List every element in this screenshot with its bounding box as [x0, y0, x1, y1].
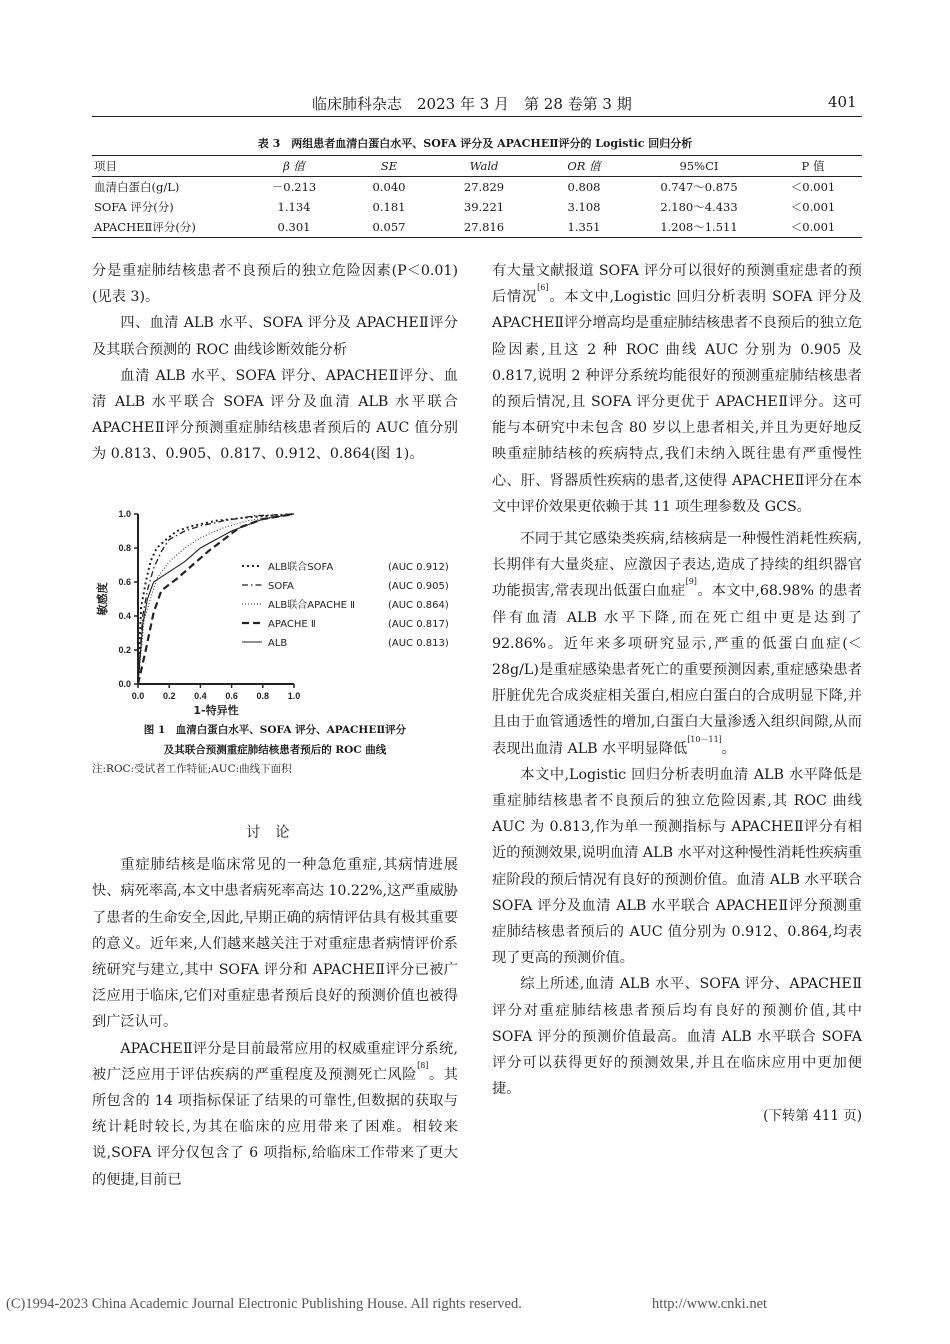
y-tick-label: 0.6 [118, 577, 131, 587]
table-cell: 0.040 [372, 180, 406, 194]
x-tick-label: 0.2 [162, 691, 176, 701]
legend-label: ALB [268, 638, 288, 649]
right-column [492, 258, 862, 1129]
table-cell: 1.351 [567, 220, 601, 234]
legend-auc: (AUC 0.813) [388, 638, 449, 649]
y-tick-label: 0.4 [118, 611, 131, 621]
journal-issue: 临床肺科杂志 2023 年 3 月 第 28 卷第 3 期 [312, 95, 632, 113]
table-header-cell: SE [380, 159, 398, 173]
legend-auc: (AUC 0.912) [388, 562, 449, 573]
table-header-cell: 项目 [94, 159, 117, 173]
table-cell: 0.747～0.875 [660, 180, 738, 194]
text-run: 。其所包含的 14 项指标保证了结果的可靠性,但数据的获取与统计耗时较长,为其在临床的应用带来了困难。相较来说,SOFA 评分仅包含了 6 项指标,给临床工作带来了更大的便捷,目前已 [92, 1066, 458, 1188]
figure-caption-line: 图 1 血清白蛋白水平、SOFA 评分、APACHEⅡ评分 [143, 724, 407, 736]
table-caption: 表 3 两组患者血清白蛋白水平、SOFA 评分及 APACHEⅡ评分的 Logistic 回归分析 [257, 137, 693, 150]
citation[interactable]: [9] [685, 577, 697, 587]
chart-series [138, 514, 294, 684]
text-run: 。本文中,Logistic 回归分析表明 SOFA 评分及 APACHEⅡ评分增高均是重症肺结核患者不良预后的独立危险因素,且这 2 种 ROC 曲线 AUC 分别为 0.905 及 0.817,说明 2 种评分系统均能很好的预测重症肺结核患者的预后情况,且 SOFA 评分更优于 APACHEⅡ评分。这可能与本研究中未包含 80 岁以上患者相关,并且为更好地反映重症肺结核的疾病特点,我们未纳入既往患有严重慢性心、肝、肾器质性疾病的患者,这使得 APACHEⅡ评分在本文中评价效果更依赖于其 11 项生理参数及 GCS。 [492, 289, 862, 515]
table-cell: 2.180～4.433 [660, 200, 738, 214]
text-run: 有大量文献报道 SOFA 评分可以很好的预测重症患者的预后情况 [492, 263, 862, 306]
table-row [92, 217, 862, 238]
table-cell: 0.181 [372, 200, 406, 214]
table-cell: 0.057 [372, 220, 406, 234]
y-tick-label: 0.2 [118, 645, 131, 655]
regression-table [92, 155, 862, 238]
x-tick-label: 0.8 [256, 691, 270, 701]
x-axis-label: 1-特异性 [193, 704, 239, 716]
paragraph: 重症肺结核是临床常见的一种急危重症,其病情进展快、病死率高,本文中患者病死率高达 10.22%,这严重威胁了患者的生命安全,因此,早期正确的病情评估具有极其重要的意义。近年来,人们越来越关注于对重症患者病情评价系统研究与建立,其中 SOFA 评分和 APACHEⅡ评分已被广泛应用于临床,它们对重症患者预后良好的预测价值也被得到广泛认可。 [92, 857, 458, 1031]
text-run: 。 [721, 740, 736, 757]
paragraph: 血清 ALB 水平、SOFA 评分、APACHEⅡ评分、血清 ALB 水平联合 SOFA 评分及血清 ALB 水平联合 APACHEⅡ评分预测重症肺结核患者预后的 AUC 值分别为 0.813、0.905、0.817、0.912、0.864(图 1)。 [92, 367, 458, 463]
text-run: 。本文中,68.98% 的患者伴有血清 ALB 水平下降,而在死亡组中更是达到了 92.86%。近年来多项研究显示,严重的低蛋白血症(＜28g/L)是重症感染患者死亡的重要预测因素,重症感染患者肝脏优先合成炎症相关蛋白,相应白蛋白的合成明显下降,并且由于血管通透性的增加,白蛋白大量渗透入组织间隙,从而表现出血清 ALB 水平明显降低 [492, 583, 862, 757]
table-cell: ＜0.001 [790, 200, 836, 214]
legend-label: ALB联合APACHE Ⅱ [268, 600, 356, 611]
x-tick-label: 1.0 [287, 691, 301, 701]
section-title: 讨论 [246, 825, 304, 841]
text-run: APACHEⅡ评分是目前最常应用的权威重症评分系统,被广泛应用于评估疾病的严重程度及预测死亡风险 [92, 1040, 458, 1083]
x-tick-label: 0.0 [131, 691, 145, 701]
table-header-cell: Wald [469, 159, 499, 173]
roc-curve-line [138, 514, 294, 684]
table-cell: 0.808 [567, 180, 601, 194]
figure-note: 注:ROC:受试者工作特征;AUC:曲线下面积 [92, 763, 292, 775]
x-tick-label: 0.4 [194, 691, 207, 701]
table-cell: 血清白蛋白(g/L) [94, 180, 180, 194]
legend-auc: (AUC 0.817) [388, 619, 449, 630]
table-header-cell: P 值 [801, 159, 825, 173]
header-rule [92, 116, 862, 117]
legend-auc: (AUC 0.905) [388, 581, 449, 592]
y-tick-label: 0.8 [118, 543, 131, 553]
table-header-cell: OR 值 [567, 159, 601, 173]
table-cell: －0.213 [271, 180, 317, 194]
y-tick-label: 0.0 [118, 679, 131, 689]
table-cell: 27.829 [463, 180, 505, 194]
y-tick-label: 1.0 [118, 509, 131, 519]
table-header-cell: 95%CI [679, 159, 719, 173]
figure-caption [92, 720, 458, 778]
chart-axes [95, 509, 300, 716]
left-column-discussion [92, 820, 458, 1193]
figure-caption-line: 及其联合预测重症肺结核患者预后的 ROC 曲线 [163, 744, 387, 756]
table-cell: SOFA 评分(分) [94, 200, 174, 214]
continued-note: (下转第 411 页) [763, 1107, 862, 1124]
table-row [92, 177, 862, 198]
paragraph [492, 526, 862, 762]
legend-label: SOFA [268, 581, 294, 592]
table-cell: 0.301 [277, 220, 311, 234]
citation[interactable]: [6] [537, 283, 549, 293]
cnki-link[interactable]: http://www.cnki.net [652, 1296, 768, 1312]
table-cell: 39.221 [463, 200, 505, 214]
legend-auc: (AUC 0.864) [388, 600, 449, 611]
paragraph [92, 1036, 458, 1193]
paragraph: 综上所述,血清 ALB 水平、SOFA 评分、APACHEⅡ评分对重症肺结核患者预后均有良好的预测价值,其中 SOFA 评分的预测价值最高。血清 ALB 水平联合 SOFA 评分可以获得更好的预测效果,并且在临床应用中更加便捷。 [492, 976, 862, 1098]
paragraph: 分是重症肺结核患者不良预后的独立危险因素(P＜0.01)(见表 3)。 [92, 263, 458, 306]
y-axis-label: 敏感度 [96, 582, 109, 616]
page-number: 401 [828, 93, 857, 111]
table-cell: 27.816 [463, 220, 505, 234]
copyright-notice: (C)1994-2023 China Academic Journal Electronic Publishing House. All rights reserved. [6, 1296, 522, 1312]
section-heading-4: 四、血清 ALB 水平、SOFA 评分及 APACHEⅡ评分及其联合预测的 ROC 曲线诊断效能分析 [92, 315, 458, 358]
citation[interactable]: [10－11] [687, 734, 722, 744]
paragraph [492, 258, 862, 520]
citation[interactable]: [8] [417, 1060, 429, 1070]
paragraph: 本文中,Logistic 回归分析表明血清 ALB 水平降低是重症肺结核患者不良预后的独立危险因素,其 ROC 曲线 AUC 为 0.813,作为单一预测指标与 APACHEⅡ评分有相近的预测效果,说明血清 ALB 水平对这种慢性消耗性疾病重症阶段的预后情况有良好的预测价值。血清 ALB 水平联合 SOFA 评分及血清 ALB 水平联合 APACHEⅡ评分预测重症肺结核患者预后的 AUC 值分别为 0.912、0.864,均表现了更高的预测价值。 [492, 766, 862, 967]
table-header-cell: β 值 [283, 159, 305, 173]
left-column [92, 258, 458, 468]
legend-label: ALB联合SOFA [268, 562, 334, 573]
chart-legend [242, 560, 449, 649]
legend-label: APACHE Ⅱ [268, 619, 316, 630]
text-run: 不同于其它感染类疾病,结核病是一种慢性消耗性疾病,长期伴有大量炎症、应激因子表达,造成了持续的组织器官功能损害,常表现出低蛋白血症 [492, 531, 862, 600]
table-header-row [92, 156, 862, 177]
table-row [92, 197, 862, 217]
table-cell: 1.134 [277, 200, 311, 214]
table-cell: 3.108 [567, 200, 601, 214]
roc-chart [92, 500, 458, 716]
table-cell: APACHEⅡ评分(分) [94, 220, 196, 234]
table-cell: ＜0.001 [790, 180, 836, 194]
table-cell: 1.208～1.511 [660, 220, 738, 234]
x-tick-label: 0.6 [225, 691, 238, 701]
table-cell: ＜0.001 [790, 220, 836, 234]
